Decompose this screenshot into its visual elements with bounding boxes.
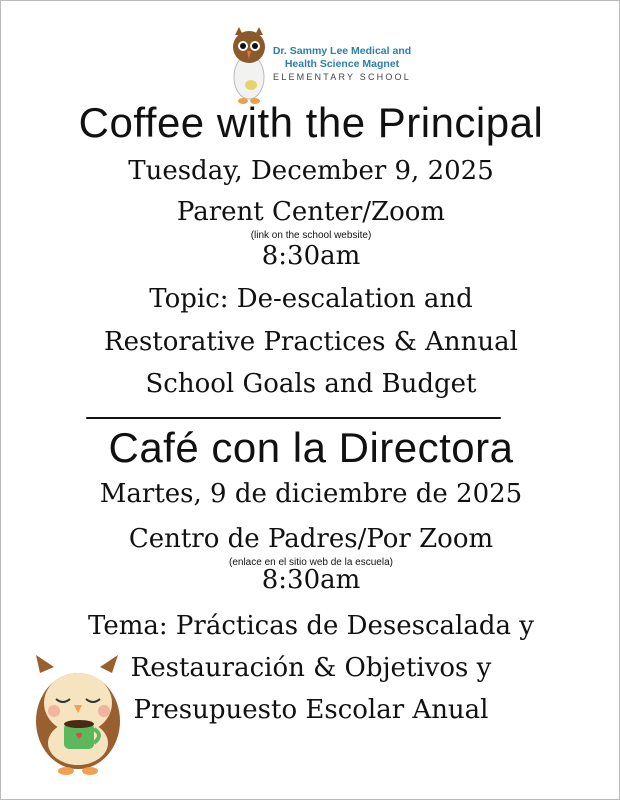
spanish-title: Café con la Directora (108, 424, 514, 471)
owl-with-coffee-icon (26, 651, 136, 781)
english-link-note: (link on the school website) (250, 230, 372, 241)
spanish-location: Centro de Padres/Por Zoom (128, 524, 494, 554)
school-logo (229, 27, 412, 105)
logo-line-2: Health Science Magnet (284, 58, 400, 70)
spanish-link-note: (enlace en el sitio web de la escuela) (229, 557, 393, 568)
logo-line-1: Dr. Sammy Lee Medical and (272, 45, 412, 57)
section-divider (86, 417, 501, 419)
english-topic-line-3: School Goals and Budget (145, 369, 477, 399)
logo-line-3: ELEMENTARY SCHOOL (273, 72, 411, 82)
english-location: Parent Center/Zoom (176, 197, 446, 227)
english-topic-line-1: Topic: De-escalation and (149, 284, 473, 314)
english-title: Coffee with the Principal (78, 99, 544, 146)
spanish-date: Martes, 9 de diciembre de 2025 (99, 479, 523, 509)
english-date: Tuesday, December 9, 2025 (128, 156, 494, 186)
spanish-topic-line-2: Restauración & Objetivos y (130, 653, 492, 683)
english-topic-line-2: Restorative Practices & Annual (104, 327, 518, 357)
english-time: 8:30am (261, 241, 361, 271)
spanish-topic-line-1: Tema: Prácticas de Desescalada y (88, 611, 534, 641)
spanish-topic-line-3: Presupuesto Escolar Anual (133, 695, 489, 725)
spanish-time: 8:30am (261, 565, 361, 595)
